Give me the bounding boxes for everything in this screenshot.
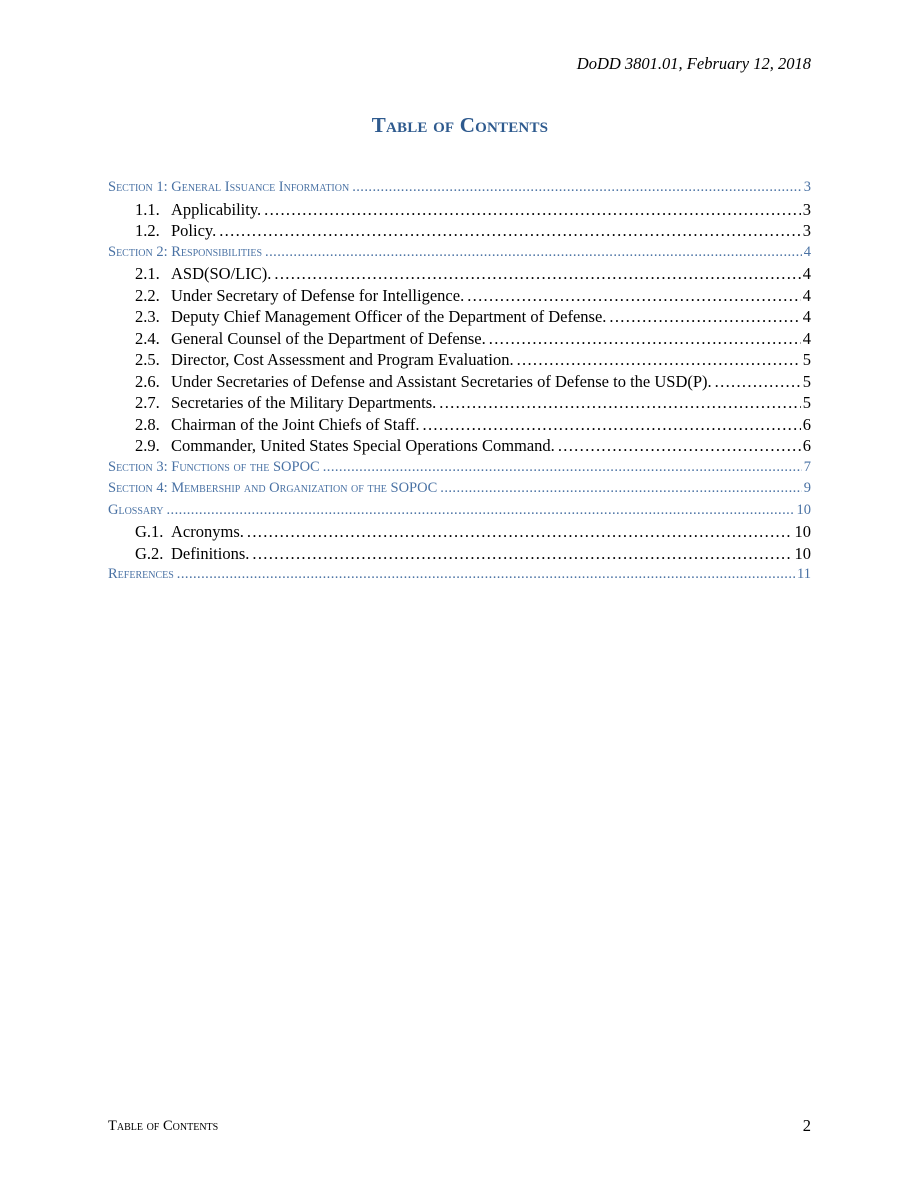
- toc-entry-number: 2.9.: [135, 436, 160, 455]
- toc-entry-link[interactable]: [108, 199, 811, 221]
- dot-leader: [265, 242, 802, 264]
- toc-page-number: 3: [802, 221, 811, 240]
- toc-entry-link[interactable]: [108, 414, 811, 436]
- footer-section-name: Table of Contents: [108, 1118, 219, 1134]
- toc-page-number: 10: [794, 522, 811, 541]
- toc-section-link[interactable]: [108, 500, 811, 522]
- toc-entry-link[interactable]: [108, 543, 811, 565]
- toc-page-number: 9: [803, 480, 811, 496]
- toc-section-link[interactable]: [108, 457, 811, 479]
- toc-entry-number: 2.7.: [135, 393, 160, 412]
- toc-section-label: Section 1: General Issuance Information: [108, 179, 350, 195]
- toc-page-number: 7: [803, 458, 811, 475]
- document-reference: DoDD 3801.01, February 12, 2018: [576, 54, 811, 73]
- toc-entry-label: Director, Cost Assessment and Program Evaluation.: [171, 350, 514, 369]
- toc-entry-label: Commander, United States Special Operations Command.: [171, 436, 555, 455]
- toc-page-number: 6: [802, 436, 811, 455]
- toc-entry-link[interactable]: [108, 306, 811, 328]
- toc-entry-link[interactable]: [108, 349, 811, 371]
- dot-leader: [609, 306, 800, 328]
- toc-page-number: 4: [802, 264, 811, 283]
- toc-section-label: References: [108, 566, 174, 582]
- toc-entry-link[interactable]: [108, 521, 811, 543]
- toc-section-label: Section 3: Functions of the SOPOC: [108, 458, 320, 475]
- toc-page-number: 5: [802, 393, 811, 412]
- toc-section-link[interactable]: [108, 177, 811, 199]
- toc-entry-link[interactable]: [108, 220, 811, 242]
- toc-entry-label: Under Secretary of Defense for Intelligence.: [171, 285, 465, 305]
- toc-section-label: Section 4: Membership and Organization of the SOPOC: [108, 480, 438, 496]
- toc-entry-number: 2.8.: [135, 414, 160, 434]
- dot-leader: [423, 414, 801, 436]
- dot-leader: [467, 285, 801, 307]
- toc-entry-label: Under Secretaries of Defense and Assistant Secretaries of Defense to the USD(P).: [171, 371, 712, 391]
- toc-page-number: 4: [803, 243, 811, 260]
- toc-page-number: 3: [802, 199, 811, 219]
- toc-entry-label: Chairman of the Joint Chiefs of Staff.: [171, 414, 420, 434]
- dot-leader: [274, 263, 800, 285]
- toc-page-number: 3: [803, 179, 811, 195]
- dot-leader: [352, 177, 802, 199]
- dot-leader: [219, 220, 801, 242]
- toc-page-number: 4: [802, 285, 811, 305]
- toc-entry-number: 2.4.: [135, 328, 160, 348]
- table-of-contents: [108, 177, 811, 586]
- toc-page-number: 6: [802, 414, 811, 434]
- toc-entry-number: 2.5.: [135, 350, 160, 369]
- toc-entry-number: 2.3.: [135, 307, 160, 326]
- toc-entry-number: 1.2.: [135, 221, 160, 240]
- toc-section-link[interactable]: [108, 564, 811, 586]
- toc-entry-link[interactable]: [108, 371, 811, 393]
- toc-page-number: 5: [802, 350, 811, 369]
- toc-entry-number: G.2.: [135, 543, 164, 563]
- dot-leader: [517, 349, 801, 371]
- toc-entry-number: 2.6.: [135, 371, 160, 391]
- toc-section-link[interactable]: [108, 478, 811, 500]
- footer-page-number: 2: [802, 1116, 811, 1135]
- toc-entry-link[interactable]: [108, 435, 811, 457]
- dot-leader: [264, 199, 801, 221]
- toc-page-number: 10: [794, 543, 811, 563]
- dot-leader: [252, 543, 792, 565]
- toc-entry-label: Secretaries of the Military Departments.: [171, 393, 437, 412]
- toc-section-link[interactable]: [108, 242, 811, 264]
- dot-leader: [177, 564, 795, 586]
- dot-leader: [323, 457, 802, 479]
- toc-page-number: 10: [796, 501, 811, 518]
- toc-entry-label: Applicability.: [171, 199, 262, 219]
- toc-entry-link[interactable]: [108, 328, 811, 350]
- toc-entry-number: 1.1.: [135, 199, 160, 219]
- toc-entry-link[interactable]: [108, 263, 811, 285]
- page-title: Table of Contents: [371, 113, 549, 137]
- toc-entry-link[interactable]: [108, 392, 811, 414]
- toc-entry-label: Definitions.: [171, 543, 250, 563]
- dot-leader: [439, 392, 800, 414]
- toc-page-number: 11: [797, 566, 811, 582]
- toc-section-label: Glossary: [108, 501, 164, 518]
- toc-entry-label: ASD(SO/LIC).: [171, 264, 272, 283]
- toc-entry-label: Acronyms.: [171, 522, 244, 541]
- toc-page-number: 4: [802, 328, 811, 348]
- dot-leader: [247, 521, 793, 543]
- toc-page-number: 5: [802, 371, 811, 391]
- toc-entry-label: Deputy Chief Management Officer of the Department of Defense.: [171, 307, 607, 326]
- toc-entry-number: G.1.: [135, 522, 164, 541]
- dot-leader: [715, 371, 801, 393]
- dot-leader: [167, 500, 795, 522]
- toc-entry-label: General Counsel of the Department of Defense.: [171, 328, 486, 348]
- toc-entry-label: Policy.: [171, 221, 217, 240]
- dot-leader: [440, 478, 801, 500]
- toc-entry-number: 2.2.: [135, 285, 160, 305]
- dot-leader: [489, 328, 801, 350]
- dot-leader: [558, 435, 801, 457]
- toc-section-label: Section 2: Responsibilities: [108, 243, 263, 260]
- toc-entry-number: 2.1.: [135, 264, 160, 283]
- toc-entry-link[interactable]: [108, 285, 811, 307]
- toc-page-number: 4: [802, 307, 811, 326]
